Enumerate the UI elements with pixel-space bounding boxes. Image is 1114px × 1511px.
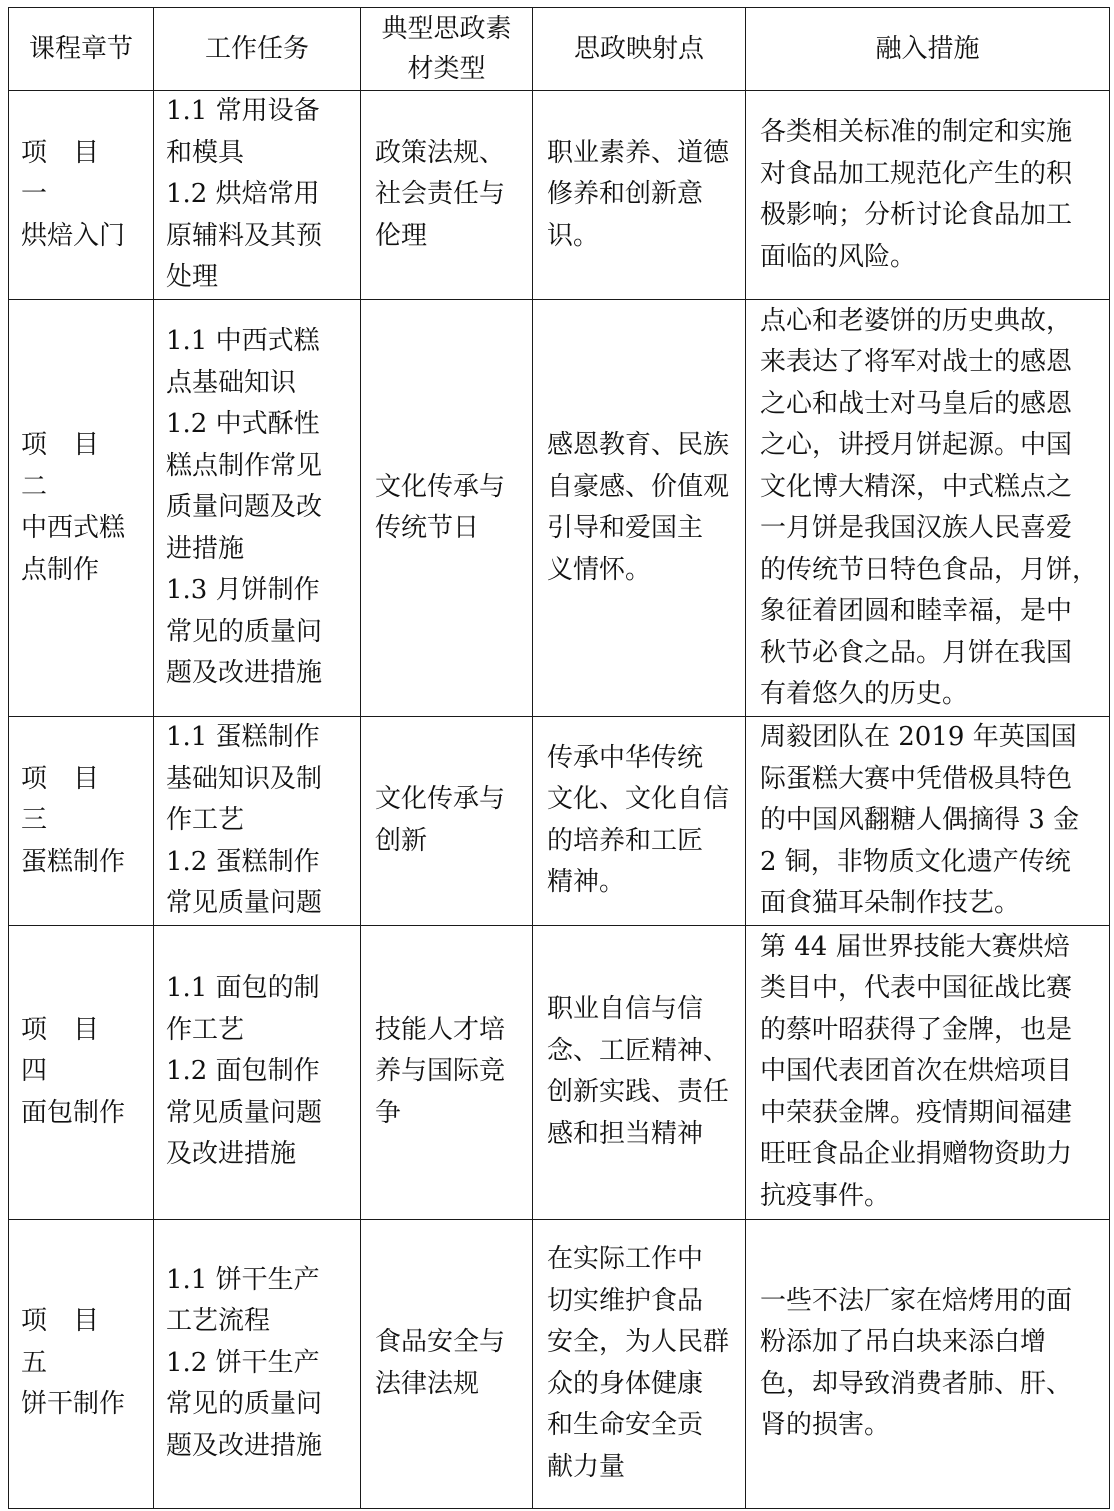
material-type-cell: 文化传承与 创新 <box>361 717 533 926</box>
measure-cell: 周毅团队在 2019 年英国国 际蛋糕大赛中凭借极具特色 的中国风翻糖人偶摘得 3 金 2 铜，非物质文化遗产传统 面食猫耳朵制作技艺。 <box>746 717 1110 926</box>
table-row <box>9 717 1110 926</box>
table-row <box>9 1219 1110 1508</box>
task-cell: 1.1 饼干生产 工艺流程 1.2 饼干生产 常见的质量问 题及改进措施 <box>154 1219 361 1508</box>
chapter-cell: 项 目 一 烘焙入门 <box>9 91 154 300</box>
material-type-cell: 食品安全与 法律法规 <box>361 1219 533 1508</box>
table-header-row <box>9 8 1110 91</box>
chapter-cell: 项 目 五 饼干制作 <box>9 1219 154 1508</box>
table-row <box>9 925 1110 1219</box>
table-row <box>9 91 1110 300</box>
measure-cell: 第 44 届世界技能大赛烘焙 类目中，代表中国征战比赛 的蔡叶昭获得了金牌，也是 中国代表团首次在烘焙项目 中荣获金牌。疫情期间福建 旺旺食品企业捐赠物资助力 抗疫事件。 <box>746 925 1110 1219</box>
header-mapping-point: 思政映射点 <box>533 8 746 91</box>
chapter-cell: 项 目 三 蛋糕制作 <box>9 717 154 926</box>
header-material-type: 典型思政素 材类型 <box>361 8 533 91</box>
curriculum-table <box>8 7 1110 1509</box>
header-integration-measure: 融入措施 <box>746 8 1110 91</box>
header-work-task: 工作任务 <box>154 8 361 91</box>
mapping-point-cell: 在实际工作中 切实维护食品 安全，为人民群 众的身体健康 和生命安全贡 献力量 <box>533 1219 746 1508</box>
mapping-point-cell: 职业自信与信 念、工匠精神、 创新实践、责任 感和担当精神 <box>533 925 746 1219</box>
measure-cell: 各类相关标准的制定和实施 对食品加工规范化产生的积 极影响；分析讨论食品加工 面临的风险。 <box>746 91 1110 300</box>
chapter-cell: 项 目 二 中西式糕 点制作 <box>9 300 154 717</box>
task-cell: 1.1 面包的制 作工艺 1.2 面包制作 常见质量问题 及改进措施 <box>154 925 361 1219</box>
header-course-chapter: 课程章节 <box>9 8 154 91</box>
task-cell: 1.1 中西式糕 点基础知识 1.2 中式酥性 糕点制作常见 质量问题及改 进措施 1.3 月饼制作 常见的质量问 题及改进措施 <box>154 300 361 717</box>
material-type-cell: 政策法规、 社会责任与 伦理 <box>361 91 533 300</box>
chapter-cell: 项 目 四 面包制作 <box>9 925 154 1219</box>
material-type-cell: 文化传承与 传统节日 <box>361 300 533 717</box>
task-cell: 1.1 常用设备 和模具 1.2 烘焙常用 原辅料及其预 处理 <box>154 91 361 300</box>
measure-cell: 一些不法厂家在焙烤用的面 粉添加了吊白块来添白增 色，却导致消费者肺、肝、 肾的损害。 <box>746 1219 1110 1508</box>
task-cell: 1.1 蛋糕制作 基础知识及制 作工艺 1.2 蛋糕制作 常见质量问题 <box>154 717 361 926</box>
table-row <box>9 300 1110 717</box>
mapping-point-cell: 感恩教育、民族 自豪感、价值观 引导和爱国主 义情怀。 <box>533 300 746 717</box>
material-type-cell: 技能人才培 养与国际竞 争 <box>361 925 533 1219</box>
mapping-point-cell: 传承中华传统 文化、文化自信 的培养和工匠 精神。 <box>533 717 746 926</box>
mapping-point-cell: 职业素养、道德 修养和创新意 识。 <box>533 91 746 300</box>
measure-cell: 点心和老婆饼的历史典故， 来表达了将军对战士的感恩 之心和战士对马皇后的感恩 之心，讲授月饼起源。中国 文化博大精深，中式糕点之 一月饼是我国汉族人民喜爱 的传统节日特色食品，月饼， 象征着团圆和睦幸福，是中 秋节必食之品。月饼在我国 有着悠久的历史。 <box>746 300 1110 717</box>
